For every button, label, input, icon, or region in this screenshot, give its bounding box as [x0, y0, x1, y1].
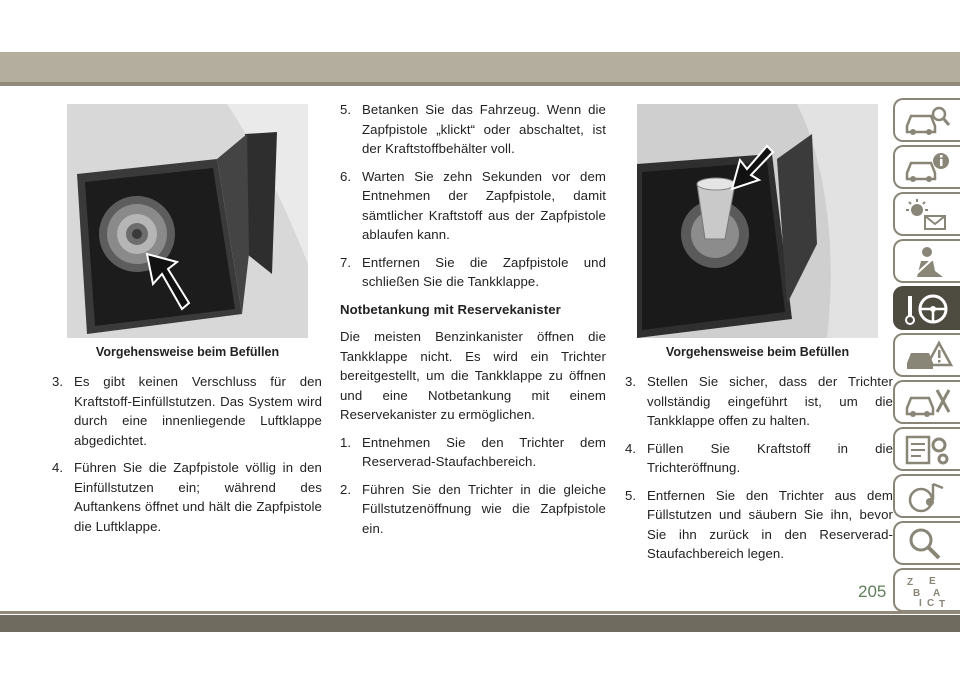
steering-key-icon	[903, 292, 953, 326]
funnel-inserted-photo	[637, 104, 878, 338]
item-text: Stellen Sie sicher, dass der Trichter vollständig eingeführt ist, um die Tankklappe offen zu halten.	[647, 374, 893, 428]
text-column-middle	[340, 100, 606, 546]
item-number: 6.	[340, 168, 352, 184]
footer-rule	[0, 611, 960, 614]
section-heading: Notbetankung mit Reservekanister	[340, 301, 561, 317]
page-number: 205	[858, 582, 887, 601]
svg-text:A: A	[933, 588, 941, 599]
list-item	[625, 439, 893, 478]
list-item	[340, 100, 606, 159]
top-margin	[0, 0, 960, 52]
list-item	[340, 167, 606, 245]
search-icon	[903, 527, 953, 561]
fuel-filler-photo	[67, 104, 308, 338]
item-number: 1.	[340, 434, 352, 450]
list-item	[340, 480, 606, 539]
item-number: 7.	[340, 254, 352, 270]
item-text: Entfernen Sie den Trichter aus dem Füllstutzen und säubern Sie ihn, bevor Sie ihn zurück in den Reserverad-Staufachbereich legen.	[647, 487, 893, 561]
chapter-tabs	[893, 98, 960, 615]
multimedia-icon	[903, 480, 953, 514]
index-letters-icon	[903, 574, 953, 608]
item-text: Füllen Sie Kraftstoff in die Trichteröffnung.	[647, 440, 893, 475]
tab-starting-operating[interactable]	[893, 286, 960, 330]
tab-index[interactable]	[893, 568, 960, 612]
item-text: Betanken Sie das Fahrzeug. Wenn die Zapfpistole „klickt“ oder abschaltet, ist der Kraftstoffbehälter voll.	[362, 102, 606, 156]
item-number: 4.	[625, 440, 637, 456]
tab-warning-lights[interactable]	[893, 192, 960, 236]
item-number: 3.	[625, 374, 637, 389]
text-column-right	[625, 372, 893, 572]
list-item	[625, 486, 893, 564]
specs-gears-icon	[903, 433, 953, 467]
tab-multimedia[interactable]	[893, 474, 960, 518]
svg-text:Z: Z	[907, 577, 914, 588]
list-item	[340, 433, 606, 472]
car-info-icon	[903, 151, 953, 185]
text-column-left	[52, 372, 322, 544]
item-number: 5.	[340, 102, 352, 117]
svg-text:T: T	[939, 599, 946, 608]
warning-light-message-icon	[903, 198, 953, 232]
tab-search[interactable]	[893, 521, 960, 565]
car-service-tools-icon	[903, 386, 953, 420]
svg-text:I: I	[919, 598, 922, 608]
tab-emergency[interactable]	[893, 333, 960, 377]
figure-caption: Vorgehensweise beim Befüllen	[95, 345, 280, 359]
item-text: Entnehmen Sie den Trichter dem Reserverad-Staufachbereich.	[362, 434, 606, 469]
list-item	[340, 253, 606, 292]
svg-text:C: C	[927, 598, 935, 608]
svg-text:E: E	[929, 576, 936, 587]
tab-technical-specs[interactable]	[893, 427, 960, 471]
item-number: 5.	[625, 487, 637, 503]
footer-band	[0, 615, 960, 632]
tab-car-overview[interactable]	[893, 98, 960, 142]
item-text: Führen Sie die Zapfpistole völlig in den Einfüllstutzen ein; während des Auftankens öffnet und hält die Zapfpistole die Luftklappe.	[74, 460, 322, 534]
list-item	[52, 372, 322, 450]
body-paragraph: Die meisten Benzinkanister öffnen die Tankklappe nicht. Es wird ein Trichter bereitgestellt, um die Tankklappe zu öffnen und eine Notbetankung mit einem Reservekanister zu ermöglichen.	[340, 329, 606, 422]
item-text: Es gibt keinen Verschluss für den Kraftstoff-Einfüllstutzen. Das System wird durch eine innenliegende Luftklappe abgedichtet.	[74, 374, 322, 448]
car-magnifier-icon	[903, 104, 953, 138]
item-number: 2.	[340, 481, 352, 497]
tab-safety[interactable]	[893, 239, 960, 283]
seat-airbag-icon	[903, 245, 953, 279]
tab-servicing[interactable]	[893, 380, 960, 424]
list-item	[52, 458, 322, 536]
tab-car-info[interactable]	[893, 145, 960, 189]
item-text: Entfernen Sie die Zapfpistole und schließen Sie die Tankklappe.	[362, 254, 606, 289]
header-rule	[0, 82, 960, 86]
list-item	[625, 372, 893, 431]
figure-caption: Vorgehensweise beim Befüllen	[665, 345, 850, 359]
item-text: Warten Sie zehn Sekunden vor dem Entnehmen der Zapfpistole, damit sämtlicher Kraftstoff aus der Zapfpistole ablaufen kann.	[362, 168, 606, 242]
item-number: 4.	[52, 460, 64, 475]
header-band	[0, 52, 960, 82]
item-number: 3.	[52, 374, 64, 389]
svg-text:B: B	[913, 588, 921, 599]
item-text: Führen Sie den Trichter in die gleiche Füllstutzenöffnung wie die Zapfpistole ein.	[362, 481, 606, 536]
car-hazard-icon	[903, 339, 953, 373]
